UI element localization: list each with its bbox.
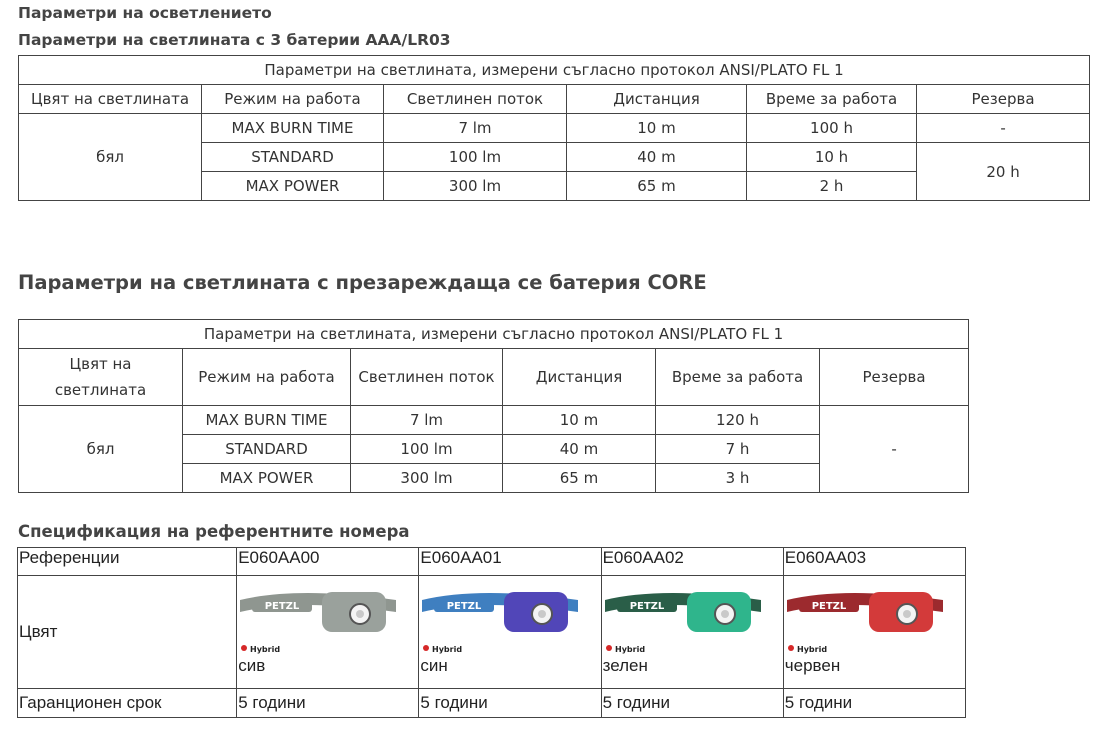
header-time: Време за работа [747, 85, 917, 114]
headlamp-image [420, 582, 580, 640]
reserve-cell: - [917, 114, 1090, 143]
time-cell: 100 h [747, 114, 917, 143]
mode-cell: MAX POWER [183, 464, 351, 493]
product-cell [237, 576, 419, 689]
time-cell: 2 h [747, 172, 917, 201]
flux-cell: 100 lm [384, 143, 567, 172]
headlamp-image [603, 582, 763, 640]
brand-logo-text: PETZL [629, 601, 664, 612]
flux-cell: 7 lm [351, 406, 503, 435]
headlamp-image [238, 582, 398, 640]
distance-cell: 10 m [503, 406, 656, 435]
header-mode: Режим на работа [183, 349, 351, 406]
warranty-value: 5 години [237, 689, 419, 718]
brand-logo-text: PETZL [264, 601, 300, 612]
header-light-color: Цвят на светлината [19, 85, 202, 114]
mode-cell: STANDARD [183, 435, 351, 464]
header-flux: Светлинен поток [351, 349, 503, 406]
time-cell: 10 h [747, 143, 917, 172]
distance-cell: 40 m [567, 143, 747, 172]
reference-code: E060AA00 [237, 548, 419, 576]
time-cell: 3 h [656, 464, 820, 493]
mode-cell: MAX BURN TIME [183, 406, 351, 435]
svg-text:Hybrid: Hybrid [614, 645, 645, 654]
color-label: Цвят [18, 576, 237, 689]
color-name: син [420, 656, 448, 675]
reference-code: E060AA03 [783, 548, 965, 576]
mode-cell: MAX BURN TIME [202, 114, 384, 143]
warranty-label: Гаранционен срок [18, 689, 237, 718]
light-params-table-core [18, 319, 969, 493]
header-distance: Дистанция [567, 85, 747, 114]
product-cell [601, 576, 783, 689]
brand-logo-text: PETZL [447, 601, 482, 612]
svg-text:Hybrid: Hybrid [250, 645, 281, 654]
flux-cell: 300 lm [384, 172, 567, 201]
mode-cell: STANDARD [202, 143, 384, 172]
svg-text:Hybrid: Hybrid [796, 645, 827, 654]
reserve-cell: 20 h [917, 143, 1090, 201]
hybrid-logo [420, 642, 480, 656]
headlamp-image [785, 582, 945, 640]
color-name: сив [238, 656, 266, 675]
color-name: зелен [602, 656, 648, 675]
header-distance: Дистанция [503, 349, 656, 406]
reference-code: E060AA02 [601, 548, 783, 576]
warranty-value: 5 години [601, 689, 783, 718]
light-color-cell: бял [19, 114, 202, 201]
table1-caption: Параметри на светлината, измерени съгласно протокол ANSI/PLATO FL 1 [19, 56, 1090, 85]
svg-text:Hybrid: Hybrid [432, 645, 463, 654]
table-row [19, 406, 969, 435]
mode-cell: MAX POWER [202, 172, 384, 201]
table1-title: Параметри на светлината с 3 батерии AAA/LR03 [18, 31, 451, 49]
distance-cell: 40 m [503, 435, 656, 464]
color-name: червен [784, 656, 841, 675]
section-title: Параметри на осветлението [18, 4, 272, 22]
warranty-value: 5 години [419, 689, 601, 718]
distance-cell: 65 m [503, 464, 656, 493]
light-color-cell: бял [19, 406, 183, 493]
distance-cell: 10 m [567, 114, 747, 143]
table2-caption: Параметри на светлината, измерени съгласно протокол ANSI/PLATO FL 1 [19, 320, 969, 349]
header-flux: Светлинен поток [384, 85, 567, 114]
light-params-table-aaa [18, 55, 1090, 201]
hybrid-logo [785, 642, 845, 656]
flux-cell: 100 lm [351, 435, 503, 464]
distance-cell: 65 m [567, 172, 747, 201]
warranty-value: 5 години [783, 689, 965, 718]
header-light-color: Цвят на светлината [19, 349, 183, 406]
reference-spec-table [17, 547, 966, 718]
table3-title: Спецификация на референтните номера [18, 522, 410, 541]
header-reserve: Резерва [820, 349, 969, 406]
time-cell: 120 h [656, 406, 820, 435]
header-mode: Режим на работа [202, 85, 384, 114]
references-label: Референции [18, 548, 237, 576]
header-time: Време за работа [656, 349, 820, 406]
brand-logo-text: PETZL [811, 601, 847, 612]
hybrid-logo [238, 642, 298, 656]
product-cell [783, 576, 965, 689]
time-cell: 7 h [656, 435, 820, 464]
hybrid-logo [603, 642, 663, 656]
flux-cell: 300 lm [351, 464, 503, 493]
header-reserve: Резерва [917, 85, 1090, 114]
flux-cell: 7 lm [384, 114, 567, 143]
table-row [19, 114, 1090, 143]
reserve-cell: - [820, 406, 969, 493]
table2-title: Параметри на светлината с презареждаща се батерия CORE [18, 271, 707, 294]
product-cell [419, 576, 601, 689]
reference-code: E060AA01 [419, 548, 601, 576]
